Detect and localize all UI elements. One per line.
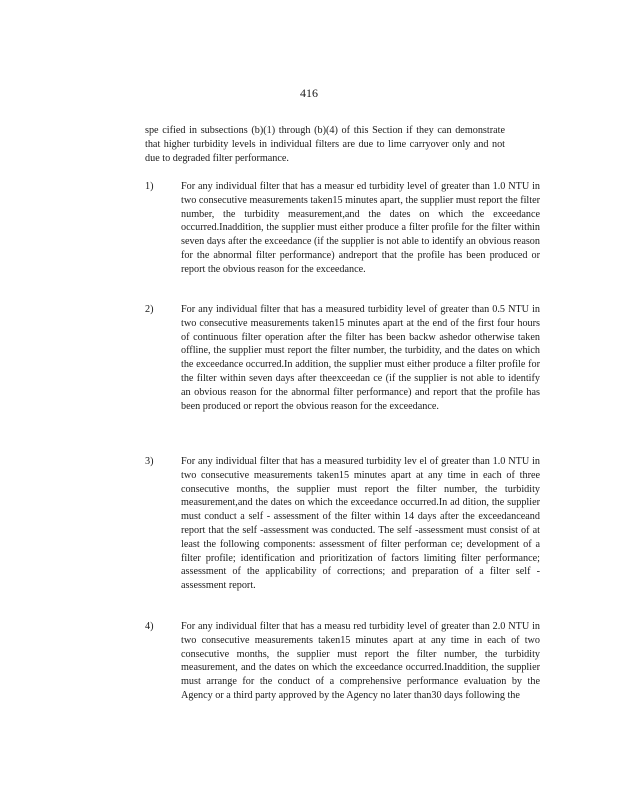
list-item-2 — [145, 303, 540, 413]
item-number: 3) — [145, 456, 154, 467]
page-number: 416 — [300, 86, 318, 100]
list-item-4 — [145, 620, 540, 703]
item-text: For any individual filter that has a measur ed turbidity level of greater than 1.0 NTU in two consecutive measurements taken15 minutes apart, the supplier must report the filter number, the turbidity measurement,and the dates on which the exceedance occurred.Inaddition, the supplier must either produce a filter profile for the filter within seven days after the exceedance (if the supplier is not able to identify an obvious reason for the abnormal filter performance) andreport that the profile has been produced or report the obvious reason for the exceedance. — [181, 181, 540, 275]
item-number: 4) — [145, 621, 154, 632]
list-item-1 — [145, 180, 540, 277]
intro-paragraph: spe cified in subsections (b)(1) through (b)(4) of this Section if they can demonstrate that higher turbidity levels in individual filters are due to lime carryover only and not due to degraded filter performance. — [145, 125, 505, 164]
item-text: For any individual filter that has a measured turbidity lev el of greater than 1.0 NTU in two consecutive measurements taken15 minutes apart at any time in each of three consecutive months, the supplier must report the filter number, the turbidity measurement,and the dates on which the exceedance occurred.In ad dition, the supplier must conduct a self - assessment of the filter within 14 days after the exceedanceand report that the self -assessment was conducted. The self -assessment must consist of at least the following components: assessment of filter performan ce; development of a filter profile; identification and prioritization of factors limiting filter performance; assessment of the applicability of corrections; and preparation of a filter self -assessment report. — [181, 456, 540, 592]
item-text: For any individual filter that has a measu red turbidity level of greater than 2.0 NTU in two consecutive measurements taken15 minutes apart at any time in each of two consecutive months, the supplier must report the filter number, the turbidity measurement, and the dates on which the exceedance occurred.Inaddition, the supplier must arrange for the conduct of a comprehensive performance evaluation by the Agency or a third party approved by the Agency no later than30 days following the — [181, 621, 540, 701]
list-item-3 — [145, 455, 540, 593]
item-number: 2) — [145, 304, 154, 315]
item-number: 1) — [145, 181, 154, 192]
item-text: For any individual filter that has a measured turbidity level of greater than 0.5 NTU in two consecutive measurements taken15 minutes apart at the end of the first four hours of continuous filter operation after the filter has been backw ashedor otherwise taken offline, the supplier must report the filter number, the turbidity, and the dates on which the exceedance occurred.In addition, the supplier must either produce a filter profile for the filter within seven days after theexceedan ce (if the supplier is not able to identify an obvious reason for the abnormal filter performance) and report that the profile has been produced or report the obvious reason for the exceedance. — [181, 304, 540, 412]
